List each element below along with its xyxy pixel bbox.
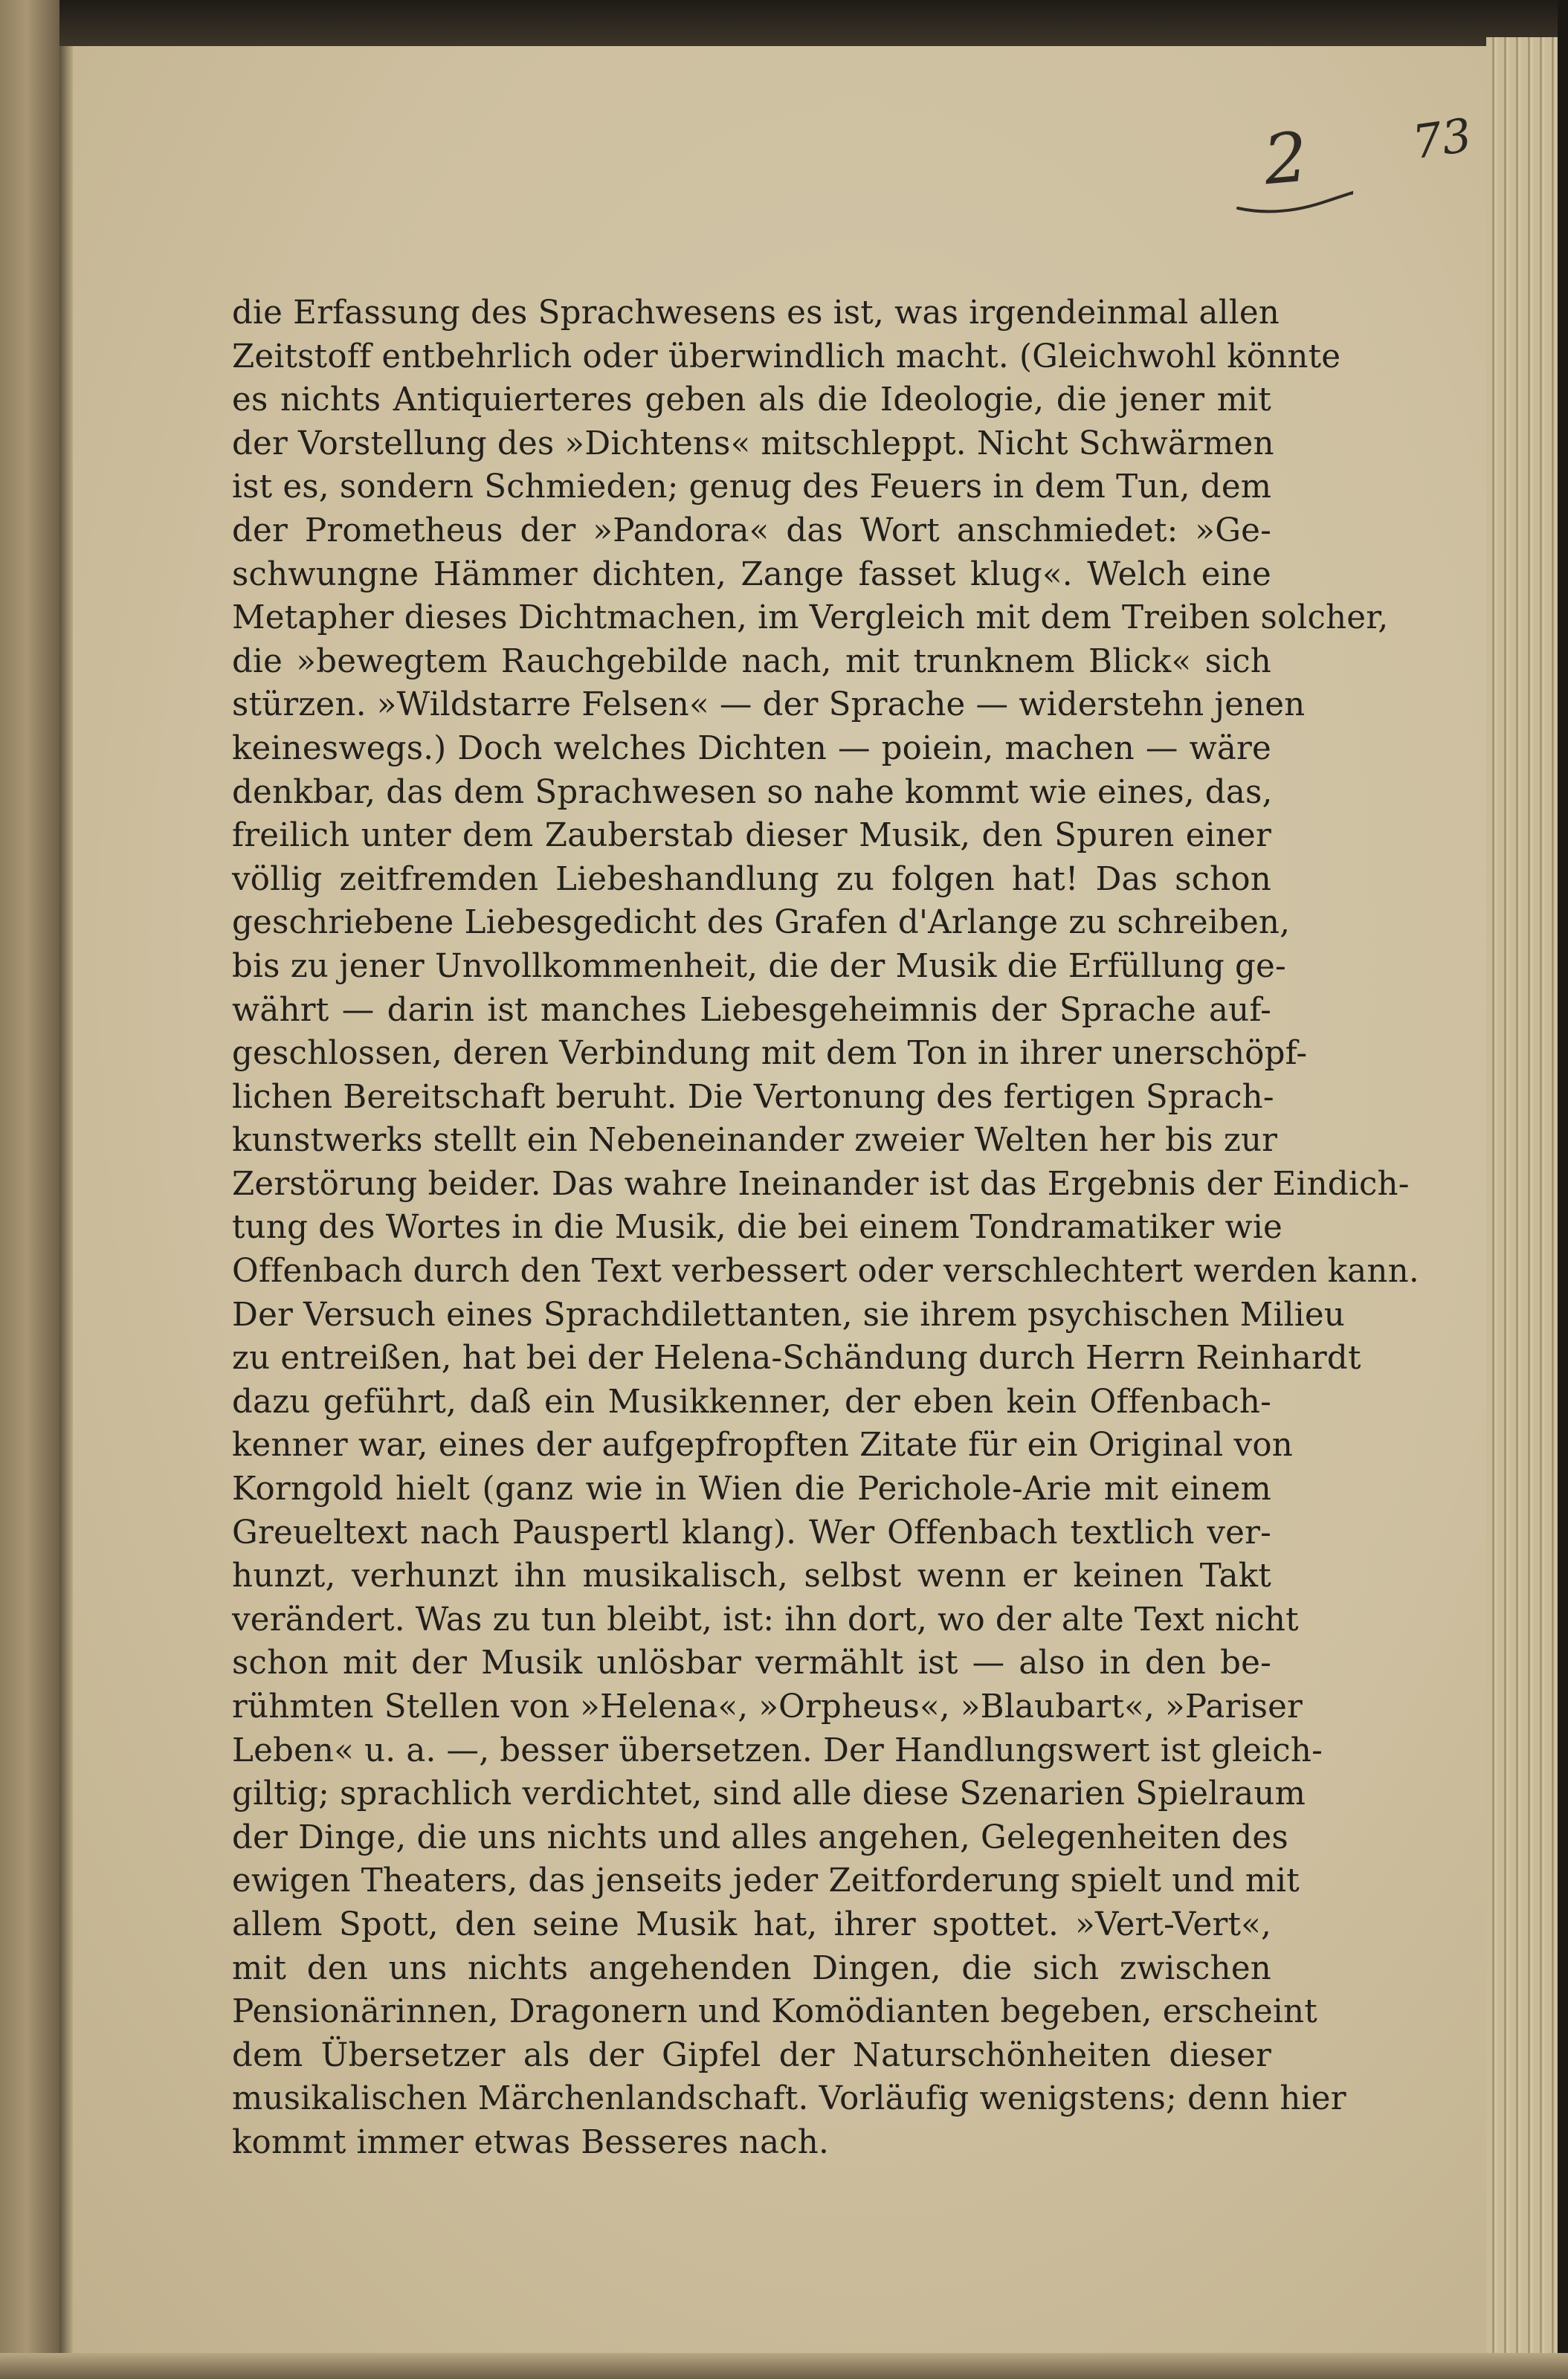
text-line: kunstwerks stellt ein Nebeneinander zweier Welten her bis zur: [232, 1122, 1278, 1160]
text-line: Greueltext nach Pauspertl klang). Wer Offenbach textlich ver-: [232, 1514, 1271, 1552]
handwritten-underline: [1234, 186, 1353, 216]
scan-top-edge: [0, 0, 1568, 46]
text-line: allem Spott, den seine Musik hat, ihrer spottet. »Vert-Vert«,: [232, 1905, 1271, 1943]
text-line: mit den uns nichts angehenden Dingen, die sich zwischen: [232, 1949, 1271, 1987]
text-line: freilich unter dem Zauberstab dieser Musik, den Spuren einer: [232, 817, 1271, 855]
text-line: geschriebene Liebesgedicht des Grafen d'Arlange zu schreiben,: [232, 904, 1291, 942]
text-line: Leben« u. a. —, besser übersetzen. Der Handlungswert ist gleich-: [232, 1731, 1323, 1769]
text-line: völlig zeitfremden Liebeshandlung zu folgen hat! Das schon: [232, 860, 1271, 898]
text-line: die Erfassung des Sprachwesens es ist, was irgendeinmal allen: [232, 294, 1280, 332]
text-line: Metapher dieses Dichtmachen, im Vergleich mit dem Treiben solcher,: [232, 599, 1389, 637]
text-line: Offenbach durch den Text verbessert oder verschlechtert werden kann.: [232, 1253, 1419, 1291]
text-line: tung des Wortes in die Musik, die bei einem Tondramatiker wie: [232, 1209, 1283, 1247]
text-line: Der Versuch eines Sprachdilettanten, sie ihrem psychischen Milieu: [232, 1296, 1345, 1334]
text-line: geschlossen, deren Verbindung mit dem Ton in ihrer unerschöpf-: [232, 1035, 1308, 1073]
text-line: kommt immer etwas Besseres nach.: [232, 2123, 830, 2161]
text-line: Pensionärinnen, Dragonern und Komödianten begeben, erscheint: [232, 1993, 1317, 2031]
text-line: hunzt, verhunzt ihn musikalisch, selbst wenn er keinen Takt: [232, 1558, 1271, 1595]
text-line: musikalischen Märchenlandschaft. Vorläufig wenigstens; denn hier: [232, 2080, 1346, 2118]
handwritten-sheet-number: 2: [1260, 117, 1311, 201]
text-line: es nichts Antiquierteres geben als die Ideologie, die jener mit: [232, 381, 1271, 419]
page-number: 73: [1409, 107, 1475, 170]
text-line: ist es, sondern Schmieden; genug des Feuers in dem Tun, dem: [232, 468, 1272, 506]
text-line: verändert. Was zu tun bleibt, ist: ihn dort, wo der alte Text nicht: [232, 1601, 1299, 1639]
scan-bottom-edge: [0, 2353, 1568, 2379]
text-line: dazu geführt, daß ein Musikkenner, der eben kein Offenbach-: [232, 1383, 1271, 1421]
book-gutter: [0, 0, 59, 2379]
text-line: rühmten Stellen von »Helena«, »Orpheus«, »Blaubart«, »Pariser: [232, 1688, 1303, 1726]
page-stack-edge: [1486, 37, 1568, 2379]
scan-right-edge: [1558, 0, 1568, 2379]
text-line: Korngold hielt (ganz wie in Wien die Perichole-Arie mit einem: [232, 1471, 1271, 1508]
text-line: schwungne Hämmer dichten, Zange fasset klug«. Welch eine: [232, 555, 1271, 593]
text-line: währt — darin ist manches Liebesgeheimnis der Sprache auf-: [232, 991, 1271, 1029]
text-line: zu entreißen, hat bei der Helena-Schändung durch Herrn Reinhardt: [232, 1340, 1361, 1378]
body-text: [232, 291, 1419, 2165]
text-line: stürzen. »Wildstarre Felsen« — der Sprache — widerstehn jenen: [232, 686, 1306, 724]
text-line: denkbar, das dem Sprachwesen so nahe kommt wie eines, das,: [232, 773, 1273, 811]
text-line: Zeitstoff entbehrlich oder überwindlich macht. (Gleichwohl könnte: [232, 338, 1341, 375]
text-line: ewigen Theaters, das jenseits jeder Zeitforderung spielt und mit: [232, 1862, 1300, 1900]
text-line: die »bewegtem Rauchgebilde nach, mit trunknem Blick« sich: [232, 642, 1271, 680]
text-line: giltig; sprachlich verdichtet, sind alle diese Szenarien Spielraum: [232, 1775, 1306, 1813]
text-line: keineswegs.) Doch welches Dichten — poiein, machen — wäre: [232, 729, 1271, 767]
text-line: Zerstörung beider. Das wahre Ineinander ist das Ergebnis der Eindich-: [232, 1165, 1410, 1203]
text-line: bis zu jener Unvollkommenheit, die der Musik die Erfüllung ge-: [232, 947, 1286, 985]
text-line: der Dinge, die uns nichts und alles angehen, Gelegenheiten des: [232, 1818, 1288, 1856]
text-line: schon mit der Musik unlösbar vermählt ist — also in den be-: [232, 1644, 1271, 1682]
page-fold-shadow: [59, 46, 73, 2379]
text-line: lichen Bereitschaft beruht. Die Vertonung des fertigen Sprach-: [232, 1078, 1274, 1116]
text-line: der Prometheus der »Pandora« das Wort anschmiedet: »Ge-: [232, 511, 1271, 549]
text-line: der Vorstellung des »Dichtens« mitschleppt. Nicht Schwärmen: [232, 425, 1274, 462]
text-line: dem Übersetzer als der Gipfel der Naturschönheiten dieser: [232, 2036, 1271, 2074]
text-line: kenner war, eines der aufgepfropften Zitate für ein Original von: [232, 1427, 1293, 1465]
